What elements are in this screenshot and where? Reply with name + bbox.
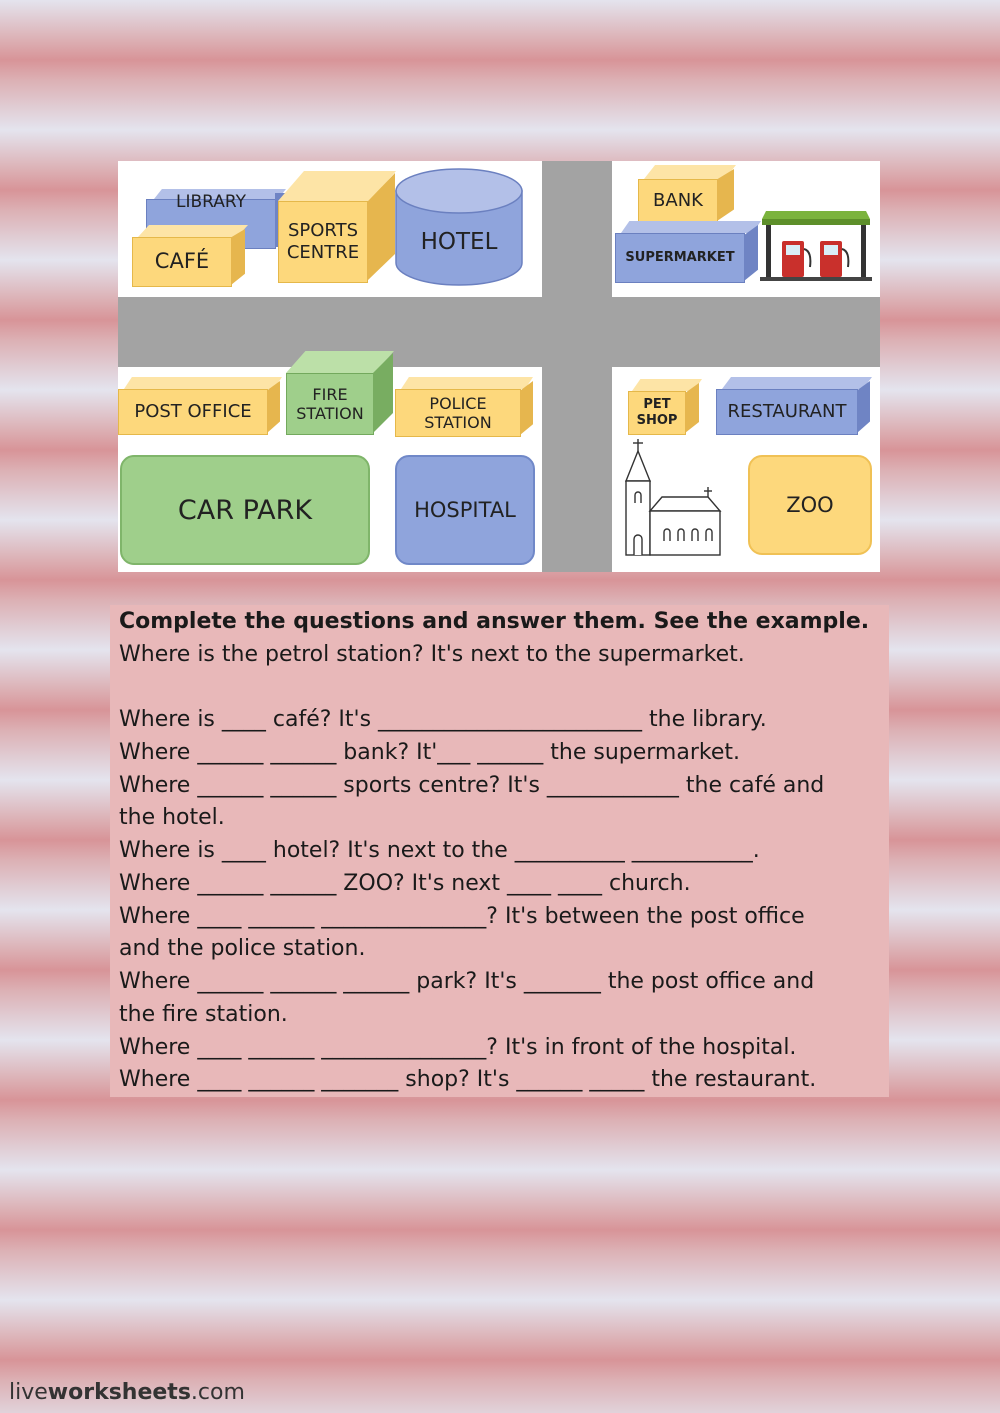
pet-shop-label-2: SHOP	[636, 413, 678, 428]
sports-centre-building	[278, 171, 398, 283]
brand-bold: worksheets	[47, 1380, 191, 1405]
fire-station-building	[286, 351, 396, 435]
library-label: LIBRARY	[175, 192, 246, 212]
question-line: the fire station.	[119, 1002, 288, 1027]
post-office-label: POST OFFICE	[134, 401, 252, 423]
sports-centre-label-2: CENTRE	[286, 242, 360, 263]
cafe-label: CAFÉ	[154, 249, 210, 274]
hotel-building	[395, 165, 523, 287]
bank-building	[638, 165, 736, 223]
question-line: Where ______ ______ bank? It'___ ______ the supermarket.	[119, 740, 740, 765]
supermarket-building	[615, 221, 761, 283]
question-line: Where ____ ______ _______________? It's in front of the hospital.	[119, 1035, 797, 1060]
police-station-label-1: POLICE	[429, 393, 487, 413]
question-line: Where ______ ______ ZOO? It's next ____ ____ church.	[119, 871, 691, 896]
question-line: Where is ____ café? It's ________________________ the library.	[119, 707, 767, 732]
question-line: Where ____ ______ _______ shop? It's ______ _____ the restaurant.	[119, 1067, 817, 1092]
fire-station-label-2: STATION	[296, 404, 364, 423]
town-map	[118, 161, 880, 572]
restaurant-building	[716, 377, 872, 437]
pet-shop-building	[628, 379, 702, 435]
question-line: Where is ____ hotel? It's next to the __________ ___________.	[119, 838, 760, 863]
fire-station-label-1: FIRE	[312, 384, 348, 404]
instruction-text: Complete the questions and answer them. See the example.	[119, 609, 870, 634]
restaurant-label: RESTAURANT	[727, 401, 847, 423]
church-icon	[622, 437, 722, 557]
question-line: and the police station.	[119, 936, 366, 961]
post-office-building	[118, 377, 282, 435]
zoo-label: ZOO	[786, 493, 834, 517]
hospital-label: HOSPITAL	[414, 498, 516, 522]
police-station-label-2: STATION	[424, 413, 492, 432]
question-line: Where ____ ______ _______________? It's between the post office	[119, 904, 805, 929]
car-park-area	[120, 455, 370, 565]
supermarket-label: SUPERMARKET	[625, 250, 735, 266]
question-line: Where ______ ______ sports centre? It's ____________ the café and	[119, 773, 825, 798]
worksheet-panel	[110, 605, 889, 1097]
bank-label: BANK	[653, 190, 703, 212]
brand-light: live	[9, 1380, 48, 1405]
question-line: the hotel.	[119, 805, 225, 830]
liveworksheets-logo	[9, 1380, 245, 1405]
brand-suffix: .com	[190, 1380, 245, 1405]
example-text: Where is the petrol station? It's next to the supermarket.	[119, 642, 745, 667]
sports-centre-label-1: SPORTS	[287, 220, 359, 242]
question-line: Where ______ ______ ______ park? It's _______ the post office and	[119, 969, 815, 994]
pet-shop-label-1: PET	[643, 397, 671, 413]
cafe-building	[132, 225, 248, 287]
hotel-label: HOTEL	[420, 229, 498, 256]
car-park-label: CAR PARK	[177, 494, 313, 526]
petrol-station-icon	[760, 209, 872, 281]
road-horizontal	[118, 297, 880, 367]
road-vertical	[542, 161, 612, 572]
hospital-building	[395, 455, 535, 565]
police-station-building	[395, 377, 535, 437]
zoo-area	[748, 455, 872, 555]
